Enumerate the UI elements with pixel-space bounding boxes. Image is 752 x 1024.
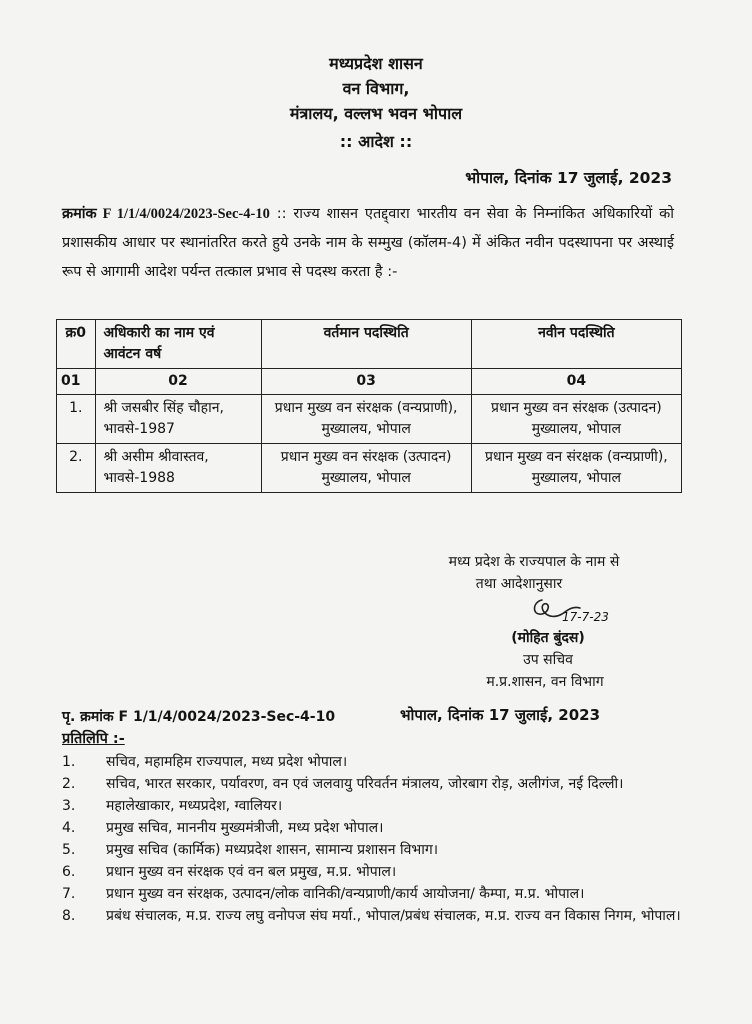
header-sno: क्र0 <box>57 320 96 369</box>
transfer-table <box>56 319 682 493</box>
list-item-text: प्रबंध संचालक, म.प्र. राज्य लघु वनोपज संघ मर्या., भोपाल/प्रबंध संचालक, म.प्र. राज्य वन विकास निगम, भोपाल। <box>106 908 681 924</box>
order-number: क्रमांक F 1/1/4/0024/2023-Sec-4-10 <box>62 206 270 222</box>
list-item-number: 5. <box>62 842 76 858</box>
department-name: वन विभाग, <box>342 79 410 98</box>
table-row <box>57 444 682 493</box>
list-item <box>62 861 682 883</box>
table-row <box>57 395 682 444</box>
list-item-number: 4. <box>62 820 76 836</box>
table-header-row <box>57 320 682 369</box>
list-item-text: सचिव, महामहिम राज्यपाल, मध्य प्रदेश भोपाल। <box>106 754 348 770</box>
endorsement-date: भोपाल, दिनांक 17 जुलाई, 2023 <box>400 706 601 724</box>
list-item <box>62 839 682 861</box>
endorsement-number: पृ. क्रमांक F 1/1/4/0024/2023-Sec-4-10 <box>62 709 336 725</box>
list-item <box>62 905 682 927</box>
list-item-text: प्रमुख सचिव (कार्मिक) मध्यप्रदेश शासन, सामान्य प्रशासन विभाग। <box>106 842 439 858</box>
officer-name: श्री असीम श्रीवास्तव, भावसे-1988 <box>95 444 261 493</box>
list-item-text: प्रधान मुख्य वन संरक्षक एवं वन बल प्रमुख, म.प्र. भोपाल। <box>106 864 397 880</box>
row-sno: 1. <box>57 395 96 444</box>
list-item <box>62 751 682 773</box>
order-body-text: :: राज्य शासन एतद्द्वारा भारतीय वन सेवा के निम्नांकित अधिकारियों को प्रशासकीय आधार पर स्थानांतरित करते हुये उनके नाम के सम्मुख (कॉलम-4) में अंकित नवीन पदस्थापना पर अस्थाई रूप से आगामी आदेश पर्यन्त तत्काल प्रभाव से पदस्थ करता है :- <box>62 206 675 280</box>
row-sno: 2. <box>57 444 96 493</box>
list-item <box>62 795 682 817</box>
order-title: :: आदेश :: <box>339 132 413 151</box>
list-item-number: 8. <box>62 908 76 924</box>
authority-line: मध्य प्रदेश के राज्यपाल के नाम से <box>448 554 620 570</box>
govt-name: मध्यप्रदेश शासन <box>329 54 423 73</box>
header-new-posting: नवीन पदस्थिति <box>471 320 681 369</box>
current-posting: प्रधान मुख्य वन संरक्षक (वन्यप्राणी), मुख्यालय, भोपाल <box>261 395 471 444</box>
signatory-designation: उप सचिव <box>523 652 573 668</box>
list-item-text: प्रधान मुख्य वन संरक्षक, उत्पादन/लोक वानिकी/वन्यप्राणी/कार्य आयोजना/ कैम्पा, म.प्र. भोपाल। <box>106 886 585 902</box>
list-item-number: 7. <box>62 886 76 902</box>
list-item <box>62 773 682 795</box>
column-number: 02 <box>95 369 261 395</box>
list-item-text: महालेखाकार, मध्यप्रदेश, ग्वालियर। <box>106 798 283 814</box>
signature-date: 17-7-23 <box>562 610 609 624</box>
authority-line-2: तथा आदेशानुसार <box>475 576 563 592</box>
column-number: 01 <box>57 369 96 395</box>
header-officer-name: अधिकारी का नाम एवं आवंटन वर्ष <box>95 320 261 369</box>
signatory-name: (मोहित बुंदस) <box>511 630 585 646</box>
order-date: भोपाल, दिनांक 17 जुलाई, 2023 <box>465 169 672 187</box>
list-item-number: 3. <box>62 798 76 814</box>
column-number-row <box>57 369 682 395</box>
list-item <box>62 817 682 839</box>
signatory-department: म.प्र.शासन, वन विभाग <box>486 674 604 690</box>
new-posting: प्रधान मुख्य वन संरक्षक (उत्पादन) मुख्यालय, भोपाल <box>471 395 681 444</box>
list-item-number: 1. <box>62 754 76 770</box>
current-posting: प्रधान मुख्य वन संरक्षक (उत्पादन) मुख्यालय, भोपाल <box>261 444 471 493</box>
list-item-text: सचिव, भारत सरकार, पर्यावरण, वन एवं जलवायु परिवर्तन मंत्रालय, जोरबाग रोड़, अलीगंज, नई दिल्ली। <box>106 776 624 792</box>
copy-list <box>62 751 682 927</box>
column-number: 04 <box>471 369 681 395</box>
list-item-number: 6. <box>62 864 76 880</box>
office-address: मंत्रालय, वल्लभ भवन भोपाल <box>289 104 463 123</box>
header-current-posting: वर्तमान पदस्थिति <box>261 320 471 369</box>
list-item <box>62 883 682 905</box>
order-body <box>62 200 674 287</box>
new-posting: प्रधान मुख्य वन संरक्षक (वन्यप्राणी), मुख्यालय, भोपाल <box>471 444 681 493</box>
list-item-text: प्रमुख सचिव, माननीय मुख्यमंत्रीजी, मध्य प्रदेश भोपाल। <box>106 820 384 836</box>
officer-name: श्री जसबीर सिंह चौहान, भावसे-1987 <box>95 395 261 444</box>
copy-heading: प्रतिलिपि :- <box>62 731 125 747</box>
column-number: 03 <box>261 369 471 395</box>
list-item-number: 2. <box>62 776 76 792</box>
